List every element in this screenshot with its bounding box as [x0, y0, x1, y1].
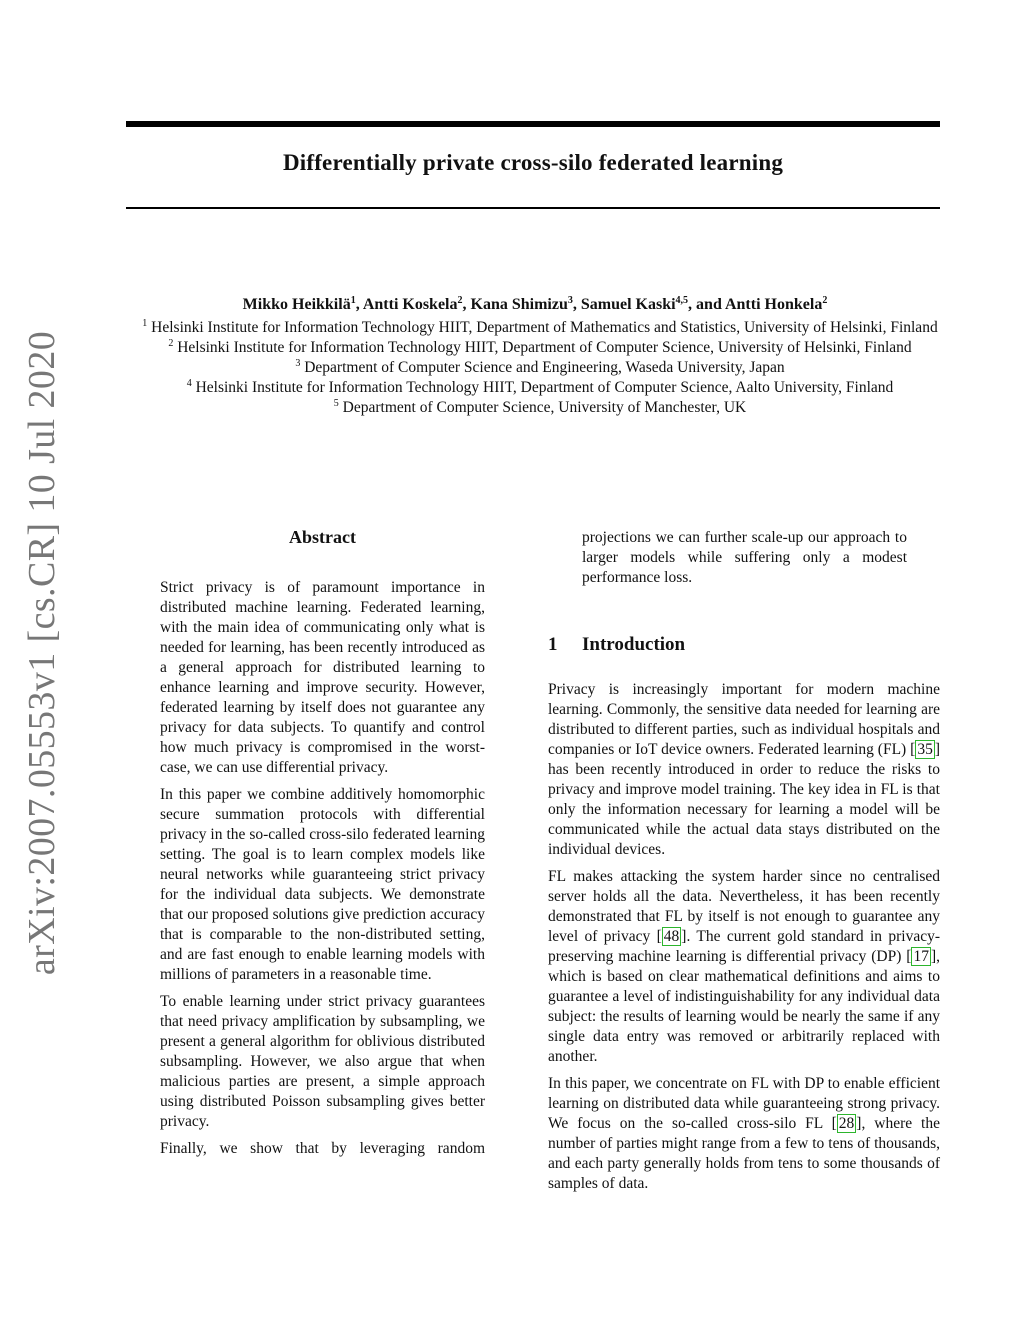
author-name: Antti Koskela [362, 296, 458, 313]
section-heading-introduction [548, 634, 685, 656]
title-top-rule [126, 121, 940, 127]
citation-link[interactable]: 48 [663, 928, 680, 945]
author-name: Kana Shimizu [470, 296, 568, 313]
affiliation-text: Department of Computer Science, University of Manchester, UK [342, 399, 747, 416]
affiliation-number: 1 [142, 318, 148, 329]
abstract-body [160, 578, 485, 1166]
author-separator: , and [688, 296, 725, 313]
text-run: has been recently introduced in order to reduce the risks to privacy and improve model training. The key idea in FL is that only the information necessary for learning a model will be communicated while the actual data stays distributed on the individual devices. [548, 761, 940, 858]
author-name: Mikko Heikkilä [242, 296, 351, 313]
abstract-heading: Abstract [289, 527, 356, 547]
affiliation-number: 3 [295, 358, 301, 369]
affiliation-number: 5 [333, 398, 339, 409]
abstract-paragraph: Finally, we show that by leveraging random [160, 1140, 485, 1157]
text-run: FL makes attacking the system harder since no centralised server holds all the data. Nevertheless, it has been recently demonstrated that FL by itself is not enough to guarantee any level of privacy [548, 868, 940, 945]
title-bottom-rule [126, 207, 940, 209]
affiliation [40, 318, 1024, 338]
introduction-body [548, 680, 940, 1201]
author-separator: , [572, 296, 581, 313]
author-affiliation-marker: 2 [457, 295, 463, 306]
affiliation [40, 398, 1024, 418]
arxiv-sidebar [12, 330, 72, 976]
author-affiliation-marker: 2 [822, 295, 828, 306]
citation-link[interactable]: 17 [913, 948, 929, 965]
author-separator: , [355, 296, 363, 313]
affiliation-text: Helsinki Institute for Information Technology HIIT, Department of Mathematics and Statistics, University of Helsinki, Finland [151, 319, 938, 336]
citation-link[interactable]: 35 [917, 741, 933, 758]
text-run: . The current gold standard in privacy-preserving machine learning is differential privacy (DP) [548, 928, 941, 965]
author-affiliation-marker: 4,5 [675, 295, 689, 306]
text-run: , which is based on clear mathematical definitions and aims to guarantee a level of indistinguishability for any individual data subject: the results of learning would be nearly the same if any single data entry was removed or arbitrarily replaced with another. [548, 948, 940, 1065]
citation-link[interactable]: 28 [838, 1115, 855, 1132]
section-number: 1 [548, 634, 558, 655]
text-run: , where the number of parties might range from a few to tens of thousands, and each party generally holds from tens to some thousands of samples of data. [548, 1115, 940, 1192]
intro-paragraph: Privacy is increasingly important for modern machine learning. Commonly, the sensitive data needed for learning are distributed to different parties, such as individual hospitals and companies or IoT device owners. Federated learning (FL) [ 35 ] has been recently introduced in order to reduce the risks to privacy and improve model training. The key idea in FL is that only the information necessary for learning a model will be communicated while the actual data stays distributed on the individual devices. [548, 681, 940, 858]
abstract-paragraph: Strict privacy is of paramount importance in distributed machine learning. Federated learning, with the main idea of communicating only what is needed for learning, has been recently introduced as a general approach for distributed learning to enhance learning and improve security. However, federated learning by itself does not guarantee any privacy for data subjects. To quantify and control how much privacy is compromised in the worst-case, we can use differential privacy. [160, 579, 485, 776]
abstract-paragraph: In this paper we combine additively homomorphic secure summation protocols with differential privacy in the so-called cross-silo federated learning setting. The goal is to learn complex models like neural networks while guaranteeing strict privacy for the individual data subjects. We demonstrate that our proposed solutions give prediction accuracy that is comparable to the non-distributed setting, and are fast enough to enable learning models with millions of parameters in a reasonable time. [160, 786, 485, 983]
text-run: In this paper, we concentrate on FL with DP to enable efficient learning on distributed data while guaranteeing strong privacy. We focus on the so-called cross-silo FL [548, 1075, 940, 1132]
affiliation [40, 338, 1024, 358]
author-separator: , [462, 296, 471, 313]
abstract-paragraph-continued: projections we can further scale-up our approach to larger models while suffering only a modest performance loss. [582, 529, 907, 586]
affiliation [40, 378, 1024, 398]
section-title: Introduction [582, 634, 686, 655]
author-affiliation-marker: 1 [350, 295, 356, 306]
intro-paragraph: In this paper, we concentrate on FL with DP to enable efficient learning on distributed data while guaranteeing strong privacy. We focus on the so-called cross-silo FL [ 28 ], where the number of parties might range from a few to tens of thousands, and each party generally holds from tens to some thousands of samples of data. [548, 1075, 940, 1192]
affiliation-list [40, 318, 1024, 418]
author-affiliation-marker: 3 [567, 295, 573, 306]
arxiv-identifier: arXiv:2007.05553v1 [cs.CR] 10 Jul 2020 [21, 330, 63, 976]
affiliation-text: Department of Computer Science and Engineering, Waseda University, Japan [304, 359, 785, 376]
paper-title: Differentially private cross-silo federated learning [282, 150, 784, 175]
text-run: Privacy is increasingly important for modern machine learning. Commonly, the sensitive data needed for learning are distributed to different parties, such as individual hospitals and companies or IoT device owners. Federated learning (FL) [548, 681, 940, 758]
author-name: Samuel Kaski [580, 296, 676, 313]
affiliation [40, 358, 1024, 378]
affiliation-number: 4 [186, 378, 192, 389]
intro-paragraph: FL makes attacking the system harder since no centralised server holds all the data. Nevertheless, it has been recently demonstrated that FL by itself is not enough to guarantee any level of privacy [ 48 ]. The current gold standard in privacy-preserving machine learning is differential privacy (DP) [ 17 ], which is based on clear mathematical definitions and aims to guarantee a level of indistinguishability for any individual data subject: the results of learning would be nearly the same if any single data entry was removed or arbitrarily replaced with another. [548, 868, 941, 1065]
affiliation-number: 2 [168, 338, 174, 349]
author-list [0, 296, 1024, 314]
author-name: Antti Honkela [724, 296, 823, 313]
affiliation-text: Helsinki Institute for Information Technology HIIT, Department of Computer Science, Aalto University, Finland [195, 379, 894, 396]
abstract-paragraph: To enable learning under strict privacy guarantees that need privacy amplification by subsampling, we present a general algorithm for oblivious distributed subsampling. However, we also argue that when malicious parties are present, a simple approach using distributed Poisson subsampling gives better privacy. [160, 993, 485, 1130]
affiliation-text: Helsinki Institute for Information Technology HIIT, Department of Computer Science, University of Helsinki, Finland [177, 339, 912, 356]
abstract-continuation [582, 528, 907, 595]
